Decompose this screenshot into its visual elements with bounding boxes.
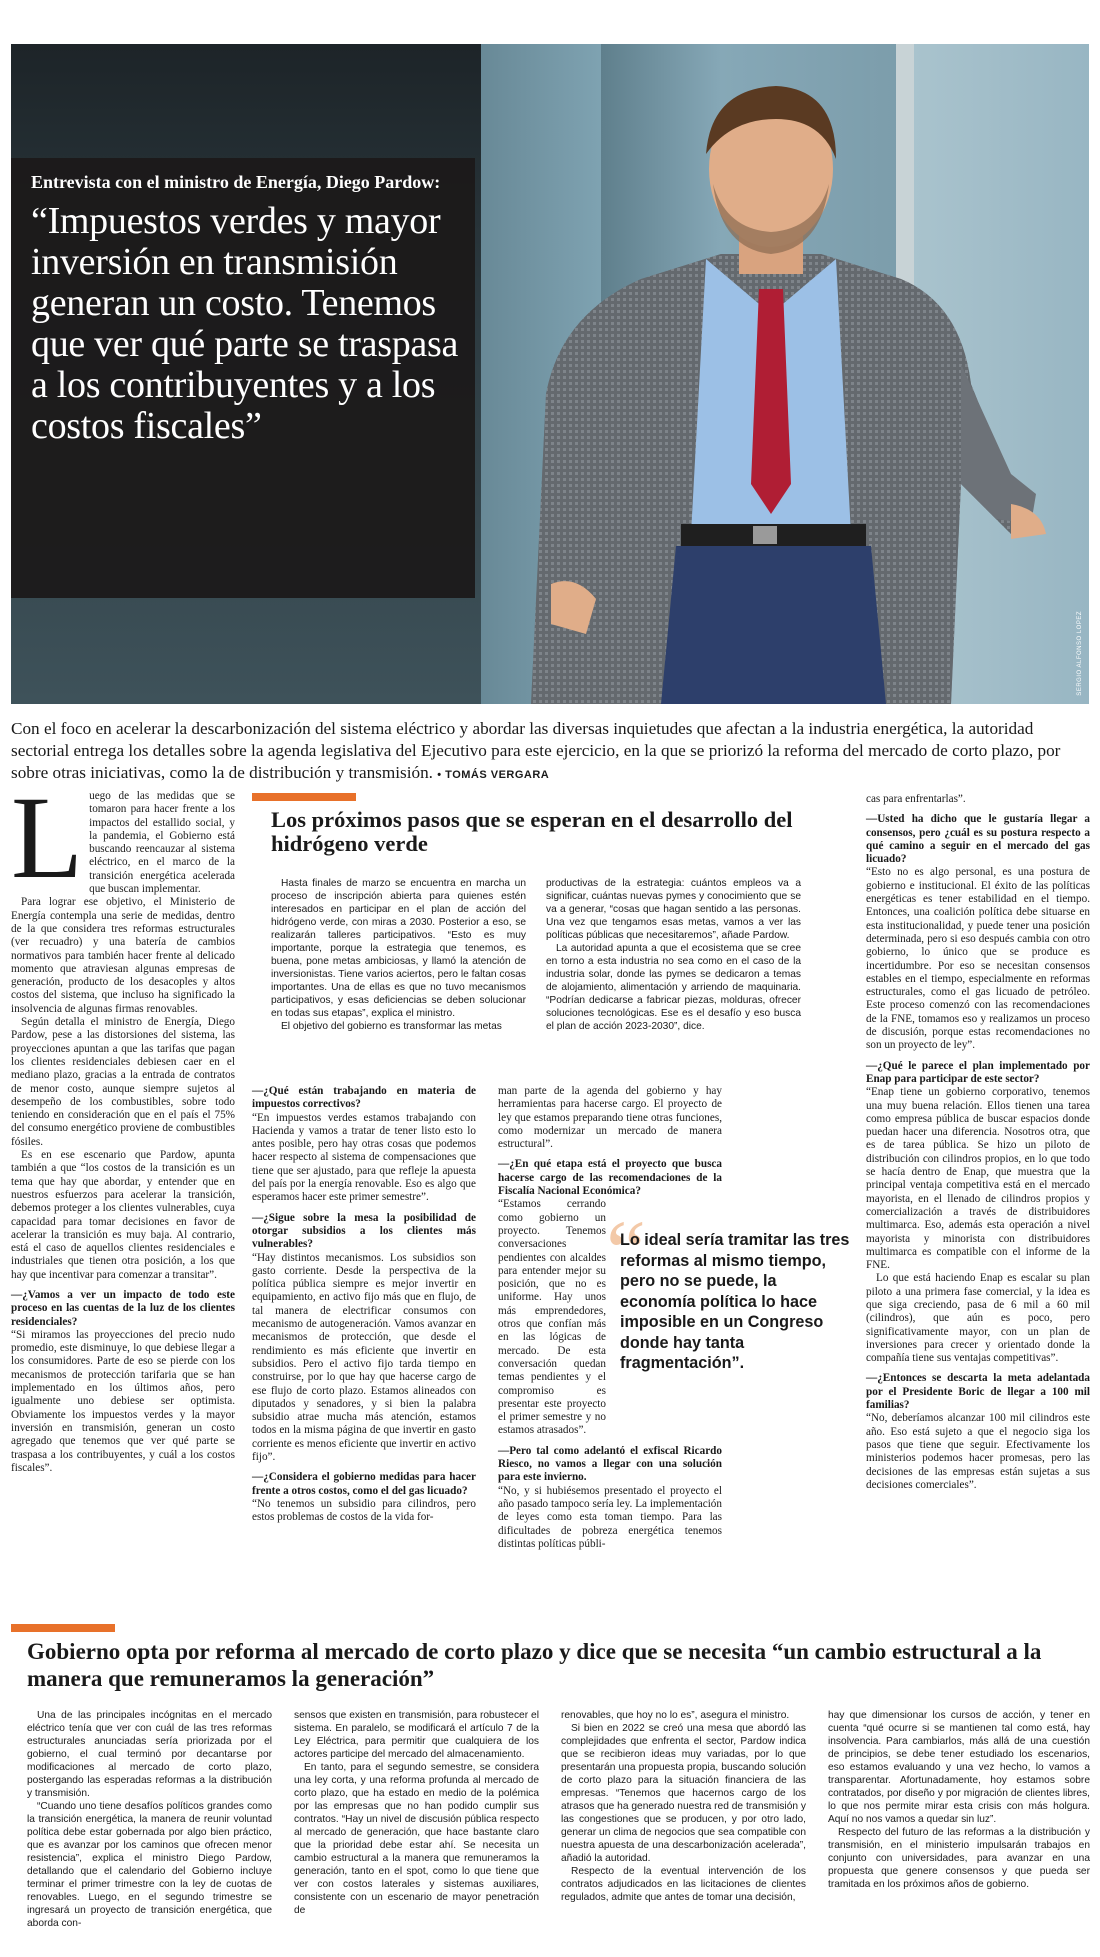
- col1-paragraph-2: Para lograr ese objetivo, el Ministerio de Energía contempla una serie de medidas, dentro de la que considera tres reformas estructurales (ver recuadro) y una batería de cambios normativos para también hacer frente al delicado momento que atraviesan algunas empresas de generación, producto de los desacoples y altos costos del sistema, que incluso ha significado la insolvencia de algunas firmas renovables.: [11, 896, 235, 1015]
- bottom-c2-paragraph-1: sensos que existen en transmisión, para robustecer el sistema. En paralelo, se modificará el artículo 7 de la Ley Eléctrica, para permitir que cualquiera de los actores participe del mercado del almacenamiento.: [294, 1710, 539, 1760]
- col4-paragraph-1: cas para enfrentarlas”.: [866, 793, 966, 805]
- minister-portrait: [491, 64, 1051, 704]
- bottom-headline: Gobierno opta por reforma al mercado de corto plazo y dice que se necesita “un cambio estructural a la manera que remuneramos la generación”: [27, 1639, 1042, 1691]
- col4-answer-3: “No, deberíamos alcanzar 100 mil cilindros este año. Eso está sujeto a que el negocio siga los pasos que tiene que seguir. Efectivamente los ministerios podemos hacer promesas, pero las decisiones de las empresas están sujetas a sus decisiones comerciales”.: [866, 1412, 1090, 1491]
- headline-box: [11, 158, 475, 598]
- box-paragraph-4: La autoridad apunta a que el ecosistema que se cree en torno a esta industria no sea como en el caso de la industria solar, donde las pymes se dedicaron a temas de alojamiento, alimentación y arriendo de maquinaria. “Podrían dedicarse a fabricar piezas, molduras, ofrecer soluciones tecnológicas. Ese es el desafío y eso busca el plan de acción 2023-2030”, dice.: [546, 943, 801, 1032]
- col3-question-1: —¿En qué etapa está el proyecto que busca hacerse cargo de las recomendaciones de la Fiscalía Nacional Económica?: [498, 1158, 722, 1198]
- lead-text: Con el foco en acelerar la descarbonización del sistema eléctrico y abordar las diversas inquietudes que afectan a la industria energética, la autoridad sectorial entrega los detalles sobre la agenda legislativa del Ejecutivo para este ejercicio, en la que se priorizó la reforma del mercado de corto plazo, por sobre otras iniciativas, como la de distribución y transmisión.: [11, 719, 1061, 782]
- box-paragraph-1: Hasta finales de marzo se encuentra en marcha un proceso de inscripción abierta para quienes estén interesados en participar en el plan de acción del hidrógeno verde, con miras a 2030. Posterior a eso, se realizarán talleres participativos. “Esto es muy importante, porque la estrategia que tenemos, es buena, pone metas ambiciosas, y llamó la atención de inversionistas. Tiene varios aciertos, pero le faltan cosas importantes. Una de ellas es que no tuvo mecanismos participativos, y esas deficiencias se deben solucionar en todas sus etapas”, explica el ministro.: [271, 878, 526, 1019]
- photo-credit: SERGIO ALFONSO LÓPEZ: [1077, 611, 1083, 696]
- box-paragraph-2: El objetivo del gobierno es transformar las metas: [281, 1021, 502, 1032]
- bottom-orange-bar: [11, 1624, 115, 1632]
- col2-question-3: —¿Considera el gobierno medidas para hacer frente a otros costos, como el del gas licuado?: [252, 1471, 476, 1497]
- lead-paragraph: [11, 718, 1091, 786]
- col2-question-1: —¿Qué están trabajando en materia de impuestos correctivos?: [252, 1085, 476, 1111]
- col2-answer-3: “No tenemos un subsidio para cilindros, pero estos problemas de costos de la vida for-: [252, 1497, 476, 1524]
- bottom-c3-paragraph-3: Respecto de la eventual intervención de los contratos adjudicados en las licitaciones de clientes regulados, admite que antes de tomar una decisión,: [561, 1866, 806, 1903]
- bottom-c3-paragraph-2: Si bien en 2022 se creó una mesa que abordó las complejidades que enfrenta el sector, Pardow indica que se recibieron ideas muy variadas, por lo que presentarán una propuesta propia, buscando solución de corto plazo para la situación financiera de las empresas. “Tenemos que hacernos cargo de los atrasos que ha generado nuestra red de transmisión y las congestiones que se producen, y por otro lado, generar un clima de negocios que sea compatible con nuestra apuesta de una descarbonización acelerada”, añadió la autoridad.: [561, 1723, 806, 1864]
- byline: • TOMÁS VERGARA: [437, 769, 550, 781]
- box-column-1: [271, 877, 526, 1033]
- col1-paragraph-4: Es en ese escenario que Pardow, apunta también a que “los costos de la transición es un tema que hay que abordar, y entender que en nuestros esfuerzos para acelerar la transición, debemos proteger a los clientes vulnerables, cuya capacidad para tomar decisiones en favor de acelerar la transición es muy baja. Al contrario, está el caso de aquellos clientes residenciales e industriales que tienen otra posición, a los que hay que incentivar para comenzar a transitar”.: [11, 1149, 235, 1281]
- bottom-c1-paragraph-2: “Cuando uno tiene desafíos políticos grandes como la transición energética, la manera de reunir voluntad política debe estar gobernada por algo bien práctico, que es avanzar por los caminos que ofrecen menor resistencia”, explica el ministro Diego Pardow, detallando que el calendario del Gobierno incluye terminar el primer trimestre con la ley de cuotas de renovables. Luego, en el segundo trimestre se ingresará un proyecto de transición energética, que aborda con-: [27, 1801, 272, 1929]
- col3-paragraph-1: man parte de la agenda del gobierno y hay herramientas para hacerse cargo. El proyecto de ley que estamos preparando tiene otras funciones, como modernizar un mercado de manera estructural”.: [498, 1085, 722, 1151]
- box-column-2: [546, 877, 801, 1033]
- col2-question-2: —¿Sigue sobre la mesa la posibilidad de otorgar subsidios a los clientes más vulnerables?: [252, 1211, 476, 1251]
- col4-answer-1: “Esto no es algo personal, es una postura de gobierno e institucional. El éxito de las políticas energéticas es tener estabilidad en el tiempo. Entonces, una coalición política debe situarse en esta institucionalidad, y puede tener una posición determinada, pero si eso después cambia con otro gobierno, lo único que se produce es incertidumbre. Por eso se necesitan consensos estables en el tiempo, especialmente en reformas estructurales, como el gas licuado de petróleo. Este proceso comenzó con las recomendaciones de la FNE, tomamos eso y realizamos un proceso de discusión, porque estas recomendaciones no son un proyecto de ley”.: [866, 866, 1090, 1052]
- col1-paragraph-3: Según detalla el ministro de Energía, Diego Pardow, pese a las distorsiones del sistema, las proyecciones apuntan a que las tarifas que pagan los clientes residenciales debiesen caer en el mediano plazo, gracias a la entrada de contratos de menor costo, aunque siempre sujetos al desempeño de los combustibles, sobre todo teniendo en consideración que en el país el 75% del consumo energético proviene de combustibles fósiles.: [11, 1016, 235, 1148]
- bottom-c2-paragraph-2: En tanto, para el segundo semestre, se considera una ley corta, y una reforma profunda al mercado de corto plazo, que ha estado en medio de la polémica por las empresas que no han podido cumplir sus contratos. “Hay un nivel de discusión pública respecto al mercado de generación, que hace bastante claro que la prioridad debe estar ahí. Se necesita un cambio estructural a la manera que remuneramos la generación, tanto en el spot, como lo que tiene que ver con costos laterales y sistemas auxiliares, consistente con un escenario de mayor penetración de: [294, 1762, 539, 1916]
- col2-answer-1: “En impuestos verdes estamos trabajando con Hacienda y vamos a tratar de tener listo esto lo antes posible, pero hay otras cosas que podemos hacer respecto al sistema de compensaciones que tiene que ser ajustado, para que refleje la apuesta del país por la energía renovable. Eso es algo que esperamos hacer este primer semestre”.: [252, 1111, 476, 1204]
- col1-answer-1: “Si miramos las proyecciones del precio nudo promedio, este disminuye, lo que debiese llegar a los consumidores. Parte de eso se pierde con los mecanismos de protección tarifaria que se han implementado en los últimos años, pero igualmente uno debiese ser optimista. Obviamente los impuestos verdes y la mayor inversión en transmisión, generan un costo agregado que tenemos que ver qué parte se traspasa a los contribuyentes, y cuál a los costos fiscales”.: [11, 1328, 235, 1474]
- col3-answer-2: “No, y si hubiésemos presentado el proyecto el año pasado tampoco sería ley. La implementación de leyes como esta toman tiempo. Para las dificultades de pobreza energética tenemos distintas políticas públi-: [498, 1484, 722, 1550]
- col1-paragraph-1: uego de las medidas que se tomaron para hacer frente a los impactos del estallido social, y la pandemia, el Gobierno está buscando reencauzar al sistema eléctrico, en el marco de la transición energética acelerada que buscan implementar.: [89, 790, 235, 896]
- col4-answer-2: “Enap tiene un gobierno corporativo, tenemos una muy buena relación. Ellos tienen una tarea como empresa pública de buscar espacios donde puedan hacer una diferencia. Nosotros otra, que es de tarea pública. Se hizo un piloto de distribución con cilindros propios, en lo que todo se hacía dentro de Enap, que muestra que la principal ventaja competitiva está en el mercado mayorista, en el llenado de cilindros propios y comercialización a través de distribuidores multimarca. Eso, además esta operación a nivel mayorista y minorista con distribuidores multimarca es compatible con el informe de la FNE.: [866, 1086, 1090, 1272]
- bottom-column-3: [561, 1709, 806, 1904]
- col1-question-1: —¿Vamos a ver un impacto de todo este proceso en las cuentas de la luz de los clientes residenciales?: [11, 1288, 235, 1328]
- bottom-c4-paragraph-1: hay que dimensionar los cursos de acción, y tener en cuenta “qué ocurre si se mantienen tal como está, hay insolvencia. Para cambiarlos, más allá de una cuestión de principios, se debe tener estudiado los escenarios, eso estamos evaluando y una vez hecho, lo vamos a transparentar. Afortunadamente, hoy estamos sobre contratados, por diseño y por migración de clientes libres, lo que nos permite mirar esta crisis con más holgura. Aquí no nos vamos a quedar sin luz”.: [828, 1710, 1090, 1825]
- bottom-column-1: [27, 1709, 272, 1930]
- col3-question-2: —Pero tal como adelantó el exfiscal Ricardo Riesco, no vamos a llegar con una solución para este invierno.: [498, 1444, 722, 1484]
- column-2: [252, 1085, 476, 1525]
- pull-quote: Lo ideal sería tramitar las tres reformas al mismo tiempo, pero no se puede, la economía política lo hace imposible en un Congreso donde hay tanta fragmentación”.: [620, 1231, 850, 1372]
- bottom-c3-paragraph-1: renovables, que hoy no lo es”, asegura el ministro.: [561, 1710, 790, 1721]
- drop-cap: L: [11, 772, 84, 903]
- box-paragraph-3: productivas de la estrategia: cuántos empleos va a significar, cuántas nuevas pymes y conocimiento que se va a generar, “cosas que hagan sentido a las personas. Una vez que tengamos esas metas, vamos a ver las políticas públicas que necesitaremos”, añade Pardow.: [546, 878, 801, 941]
- headline-kicker: Entrevista con el ministro de Energía, Diego Pardow:: [31, 172, 441, 192]
- pull-quote-mark: “: [606, 1203, 646, 1302]
- box-title: Los próximos pasos que se esperan en el desarrollo del hidrógeno verde: [271, 807, 793, 856]
- col3-answer-1: “Estamos cerrando como gobierno un proyecto. Tenemos conversaciones pendientes con alcaldes para entender mejor su posición, que no es uniforme. Hay unos más emprendedores, otros que confían más en las lógicas de mercado. De esta conversación quedan temas pendientes y el compromiso es presentar este proyecto el primer semestre y no estamos atrasados”.: [498, 1198, 606, 1437]
- col4-question-1: —Usted ha dicho que le gustaría llegar a consensos, pero ¿cuál es su postura respecto a qué camino a seguir en el mercado del gas licuado?: [866, 813, 1090, 866]
- col4-question-3: —¿Entonces se descarta la meta adelantada por el Presidente Boric de llegar a 100 mil familias?: [866, 1372, 1090, 1412]
- bottom-column-4: [828, 1709, 1090, 1891]
- column-4: [866, 793, 1090, 1492]
- col4-paragraph-2: Lo que está haciendo Enap es escalar su plan piloto a una primera fase comercial, y la idea es que siga creciendo, pasa de 6 mil a 60 mil (cilindros), que aún es poco, pero significativamente mayor, con un plan de inversiones para crecer y orientado donde la compañía tiene sus ventajas competitivas”.: [866, 1272, 1090, 1365]
- column-1: [11, 772, 235, 1475]
- col2-answer-2: “Hay distintos mecanismos. Los subsidios son gasto corriente. Desde la perspectiva de la política pública siempre es mejor invertir en equipamiento, en activo fijo más que en flujo, de tal manera de electrificar consumos con mecanismo de autogeneración. Vamos avanzar en mecanismos de protección, que desde el rendimiento es más eficiente que invertir en subsidios. Pero el activo fijo tarda tiempo en construirse, por lo que hay que hacerse cargo de ese flujo de corto plazo. Estamos alineados con diputados y senadores, y si bien la palabra subsidio atrae mucha más atención, estamos todos en la misma página de que invertir en gasto corriente es menos eficiente que invertir en activo fijo”.: [252, 1251, 476, 1464]
- bottom-c1-paragraph-1: Una de las principales incógnitas en el mercado eléctrico tenía que ver con cuál de las tres reformas estructurales anunciadas sería priorizada por el gobierno, el cual terminó por decantarse por modificaciones al mercado de corto plazo, postergando las esperadas reformas a la distribución y transmisión.: [27, 1710, 272, 1799]
- col4-question-2: —¿Qué le parece el plan implementado por Enap para participar de este sector?: [866, 1059, 1090, 1085]
- bottom-c4-paragraph-2: Respecto del futuro de las reformas a la distribución y transmisión, en el ministerio impulsarán trabajos en conjunto con universidades, para avanzar en una propuesta que genere consensos y que pueda ser tramitada en los próximos años de gobierno.: [828, 1827, 1090, 1890]
- bottom-column-2: [294, 1709, 539, 1917]
- box-orange-bar: [252, 793, 356, 801]
- headline: “Impuestos verdes y mayor inversión en transmisión generan un costo. Tenemos que ver qué parte se traspasa a los contribuyentes y a los costos fiscales”: [31, 200, 459, 447]
